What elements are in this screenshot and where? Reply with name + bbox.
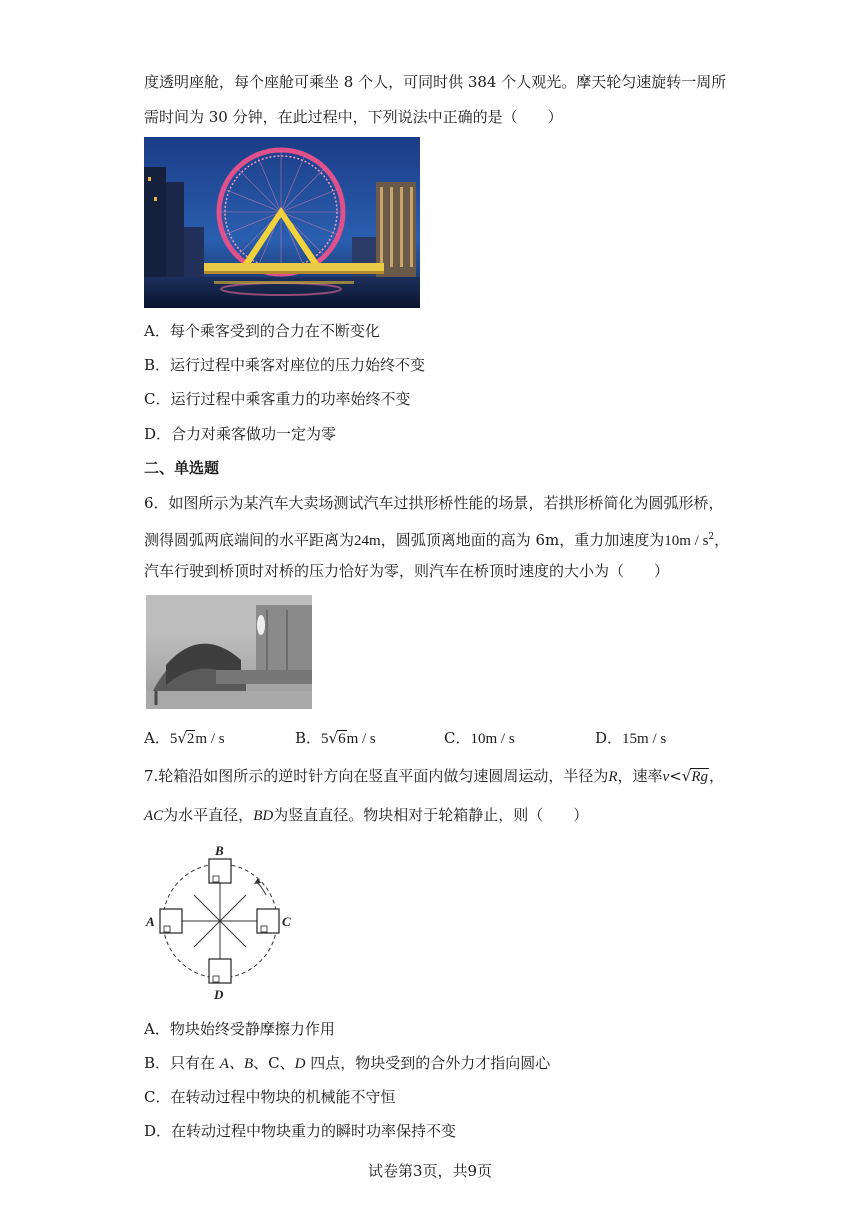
q6-option-d <box>595 728 666 749</box>
q7-rg: Rg <box>691 769 708 785</box>
q6-text-f: ， <box>714 531 730 549</box>
q7-bd: BD <box>253 808 274 824</box>
q6-option-a-label: A． <box>144 729 170 747</box>
q7-stem-line1 <box>144 766 724 787</box>
page-footer: 试卷第3页，共9页 <box>367 1162 493 1180</box>
q6-stem-line2 <box>144 527 729 551</box>
q6-stem-line3: 汽车行驶到桥顶时对桥的压力恰好为零，则汽车在桥顶时速度的大小为（ ） <box>144 562 670 580</box>
arrowhead-icon <box>254 878 261 884</box>
q7-option-a: A．物块始终受静摩擦力作用 <box>144 1020 335 1038</box>
q5-option-c: C．运行过程中乘客重力的功率始终不变 <box>144 390 411 408</box>
block-c <box>261 926 267 932</box>
q5-option-d: D．合力对乘客做功一定为零 <box>144 425 337 443</box>
q7-ac: AC <box>144 808 164 824</box>
q7-text-a: 7.轮箱沿如图所示的逆时针方向在竖直平面内做匀速圆周运动，半径为 <box>144 767 609 785</box>
q6-text-a: 测得圆弧两底端间的水平距离为 <box>144 531 355 549</box>
q7-option-b-point-d: D <box>294 1056 306 1072</box>
q7-less-than: < <box>669 767 682 785</box>
q6-option-b-label: B． <box>295 729 322 747</box>
spokes <box>182 883 258 959</box>
q6-option-c <box>444 728 515 749</box>
box-c <box>257 909 279 933</box>
q7-option-b <box>144 1053 550 1074</box>
q6-option-a-coef: 5 <box>169 731 178 747</box>
q6-gravity-exp: 2 <box>708 532 715 542</box>
section-heading: 二、单选题 <box>144 459 220 477</box>
q7-stem-line2 <box>144 805 588 826</box>
q6-option-b <box>295 728 376 749</box>
q7-option-c: C．在转动过程中物块的机械能不守恒 <box>144 1088 396 1106</box>
q5-stem-line2: 需时间为 30 分钟，在此过程中，下列说法中正确的是（ ） <box>144 108 563 126</box>
q6-stem-line1: 6．如图所示为某汽车大卖场测试汽车过拱形桥性能的场景，若拱形桥简化为圆弧形桥， <box>144 494 724 512</box>
q6-option-d-label: D． <box>595 729 623 747</box>
q5-stem-line1: 度透明座舱，每个座舱可乘坐 8 个人，可同时供 384 个人观光。摩天轮匀速旋转一周所 <box>144 73 727 91</box>
label-b: B <box>215 843 224 858</box>
label-c: C <box>282 914 291 929</box>
q6-option-d-text: 15m / s <box>622 731 667 747</box>
ferris-wheel-photo <box>144 137 420 308</box>
block-d <box>213 976 219 982</box>
q7-option-b-text-b: 、C、 <box>253 1054 295 1072</box>
sqrt-icon: √ <box>328 729 339 747</box>
q7-option-b-text-a: B．只有在 <box>144 1054 220 1072</box>
q6-option-a-unit: m / s <box>195 731 225 747</box>
label-a: A <box>146 914 155 929</box>
rotating-box-diagram <box>144 843 294 1003</box>
q7-text-g: ， <box>709 767 725 785</box>
q7-speed-symbol: v <box>662 769 670 785</box>
q6-option-c-label: C． <box>444 729 471 747</box>
q6-text-c: ，圆弧顶离地面的高为 6m，重力加速度为 <box>380 531 665 549</box>
q6-option-c-text: 10m / s <box>470 731 515 747</box>
box-d <box>209 959 231 983</box>
q6-option-b-root: 6 <box>338 731 346 747</box>
block-a <box>164 926 170 932</box>
q7-text-c: ，速率 <box>617 767 663 785</box>
q7-text-d: 为竖直直径。物块相对于轮箱静止，则（ ） <box>273 806 589 824</box>
box-a <box>160 909 182 933</box>
sqrt-icon: √ <box>681 767 692 785</box>
block-b <box>213 876 219 882</box>
arch-bridge-photo <box>146 595 312 709</box>
q5-option-a: A．每个乘客受到的合力在不断变化 <box>144 322 380 340</box>
q7-option-b-points: A、B <box>219 1056 254 1072</box>
q6-option-b-unit: m / s <box>346 731 376 747</box>
q6-option-b-coef: 5 <box>321 731 329 747</box>
label-d: D <box>214 987 224 1002</box>
q5-option-b: B．运行过程中乘客对座位的压力始终不变 <box>144 356 426 374</box>
sqrt-icon: √ <box>177 729 187 747</box>
q7-option-b-text-c: 四点，物块受到的合外力才指向圆心 <box>305 1054 551 1072</box>
q6-option-a <box>144 728 225 749</box>
box-b <box>209 859 231 883</box>
q6-option-a-root: 2 <box>186 731 195 747</box>
q6-gravity: 10m / s <box>664 533 709 549</box>
q6-distance: 24m <box>354 533 381 549</box>
q7-radius-symbol: R <box>608 769 618 785</box>
q7-text-b: 为水平直径， <box>163 806 254 824</box>
q7-option-d: D．在转动过程中物块重力的瞬时功率保持不变 <box>144 1122 457 1140</box>
